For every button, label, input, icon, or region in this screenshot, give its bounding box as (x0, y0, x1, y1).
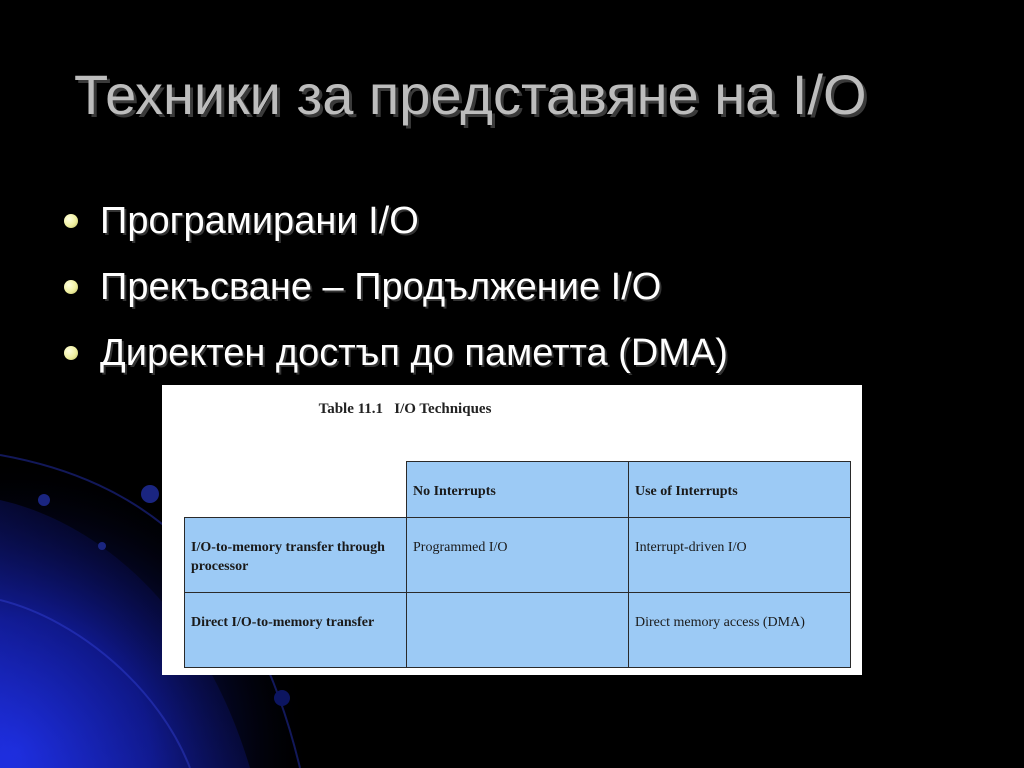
table-cell (407, 593, 629, 668)
table-cell: Interrupt-driven I/O (629, 518, 851, 593)
bullet-item (62, 254, 728, 320)
bullet-text: Директен достъп до паметта (DMA) (100, 331, 728, 374)
bullet-item (62, 188, 728, 254)
row-header-through-processor: I/O-to-memory transfer through processor (185, 518, 407, 593)
table-caption: Table 11.1 I/O Techniques (318, 401, 492, 417)
io-techniques-table-image (162, 385, 862, 675)
row-header-direct-transfer: Direct I/O-to-memory transfer (185, 593, 407, 668)
table-row (185, 518, 851, 593)
bullet-item (62, 320, 728, 386)
bullet-dot-icon (64, 214, 78, 228)
table-row (185, 593, 851, 668)
bullet-dot-icon (64, 346, 78, 360)
column-header-no-interrupts: No Interrupts (407, 462, 629, 518)
bullet-list (62, 188, 728, 386)
table-cell: Direct memory access (DMA) (629, 593, 851, 668)
bullet-text: Прекъсване – Продължение I/O (100, 265, 662, 308)
io-techniques-table (184, 461, 851, 668)
bullet-dot-icon (64, 280, 78, 294)
table-cell: Programmed I/O (407, 518, 629, 593)
decor-circle (274, 690, 290, 706)
decor-circle (38, 494, 50, 506)
table-header-row (185, 462, 851, 518)
table-corner-cell (185, 462, 407, 518)
decor-circle (141, 485, 159, 503)
slide-title: Техники за представяне на I/O (74, 63, 867, 126)
column-header-use-of-interrupts: Use of Interrupts (629, 462, 851, 518)
decor-circle (98, 542, 106, 550)
bullet-text: Програмирани I/O (100, 199, 419, 242)
